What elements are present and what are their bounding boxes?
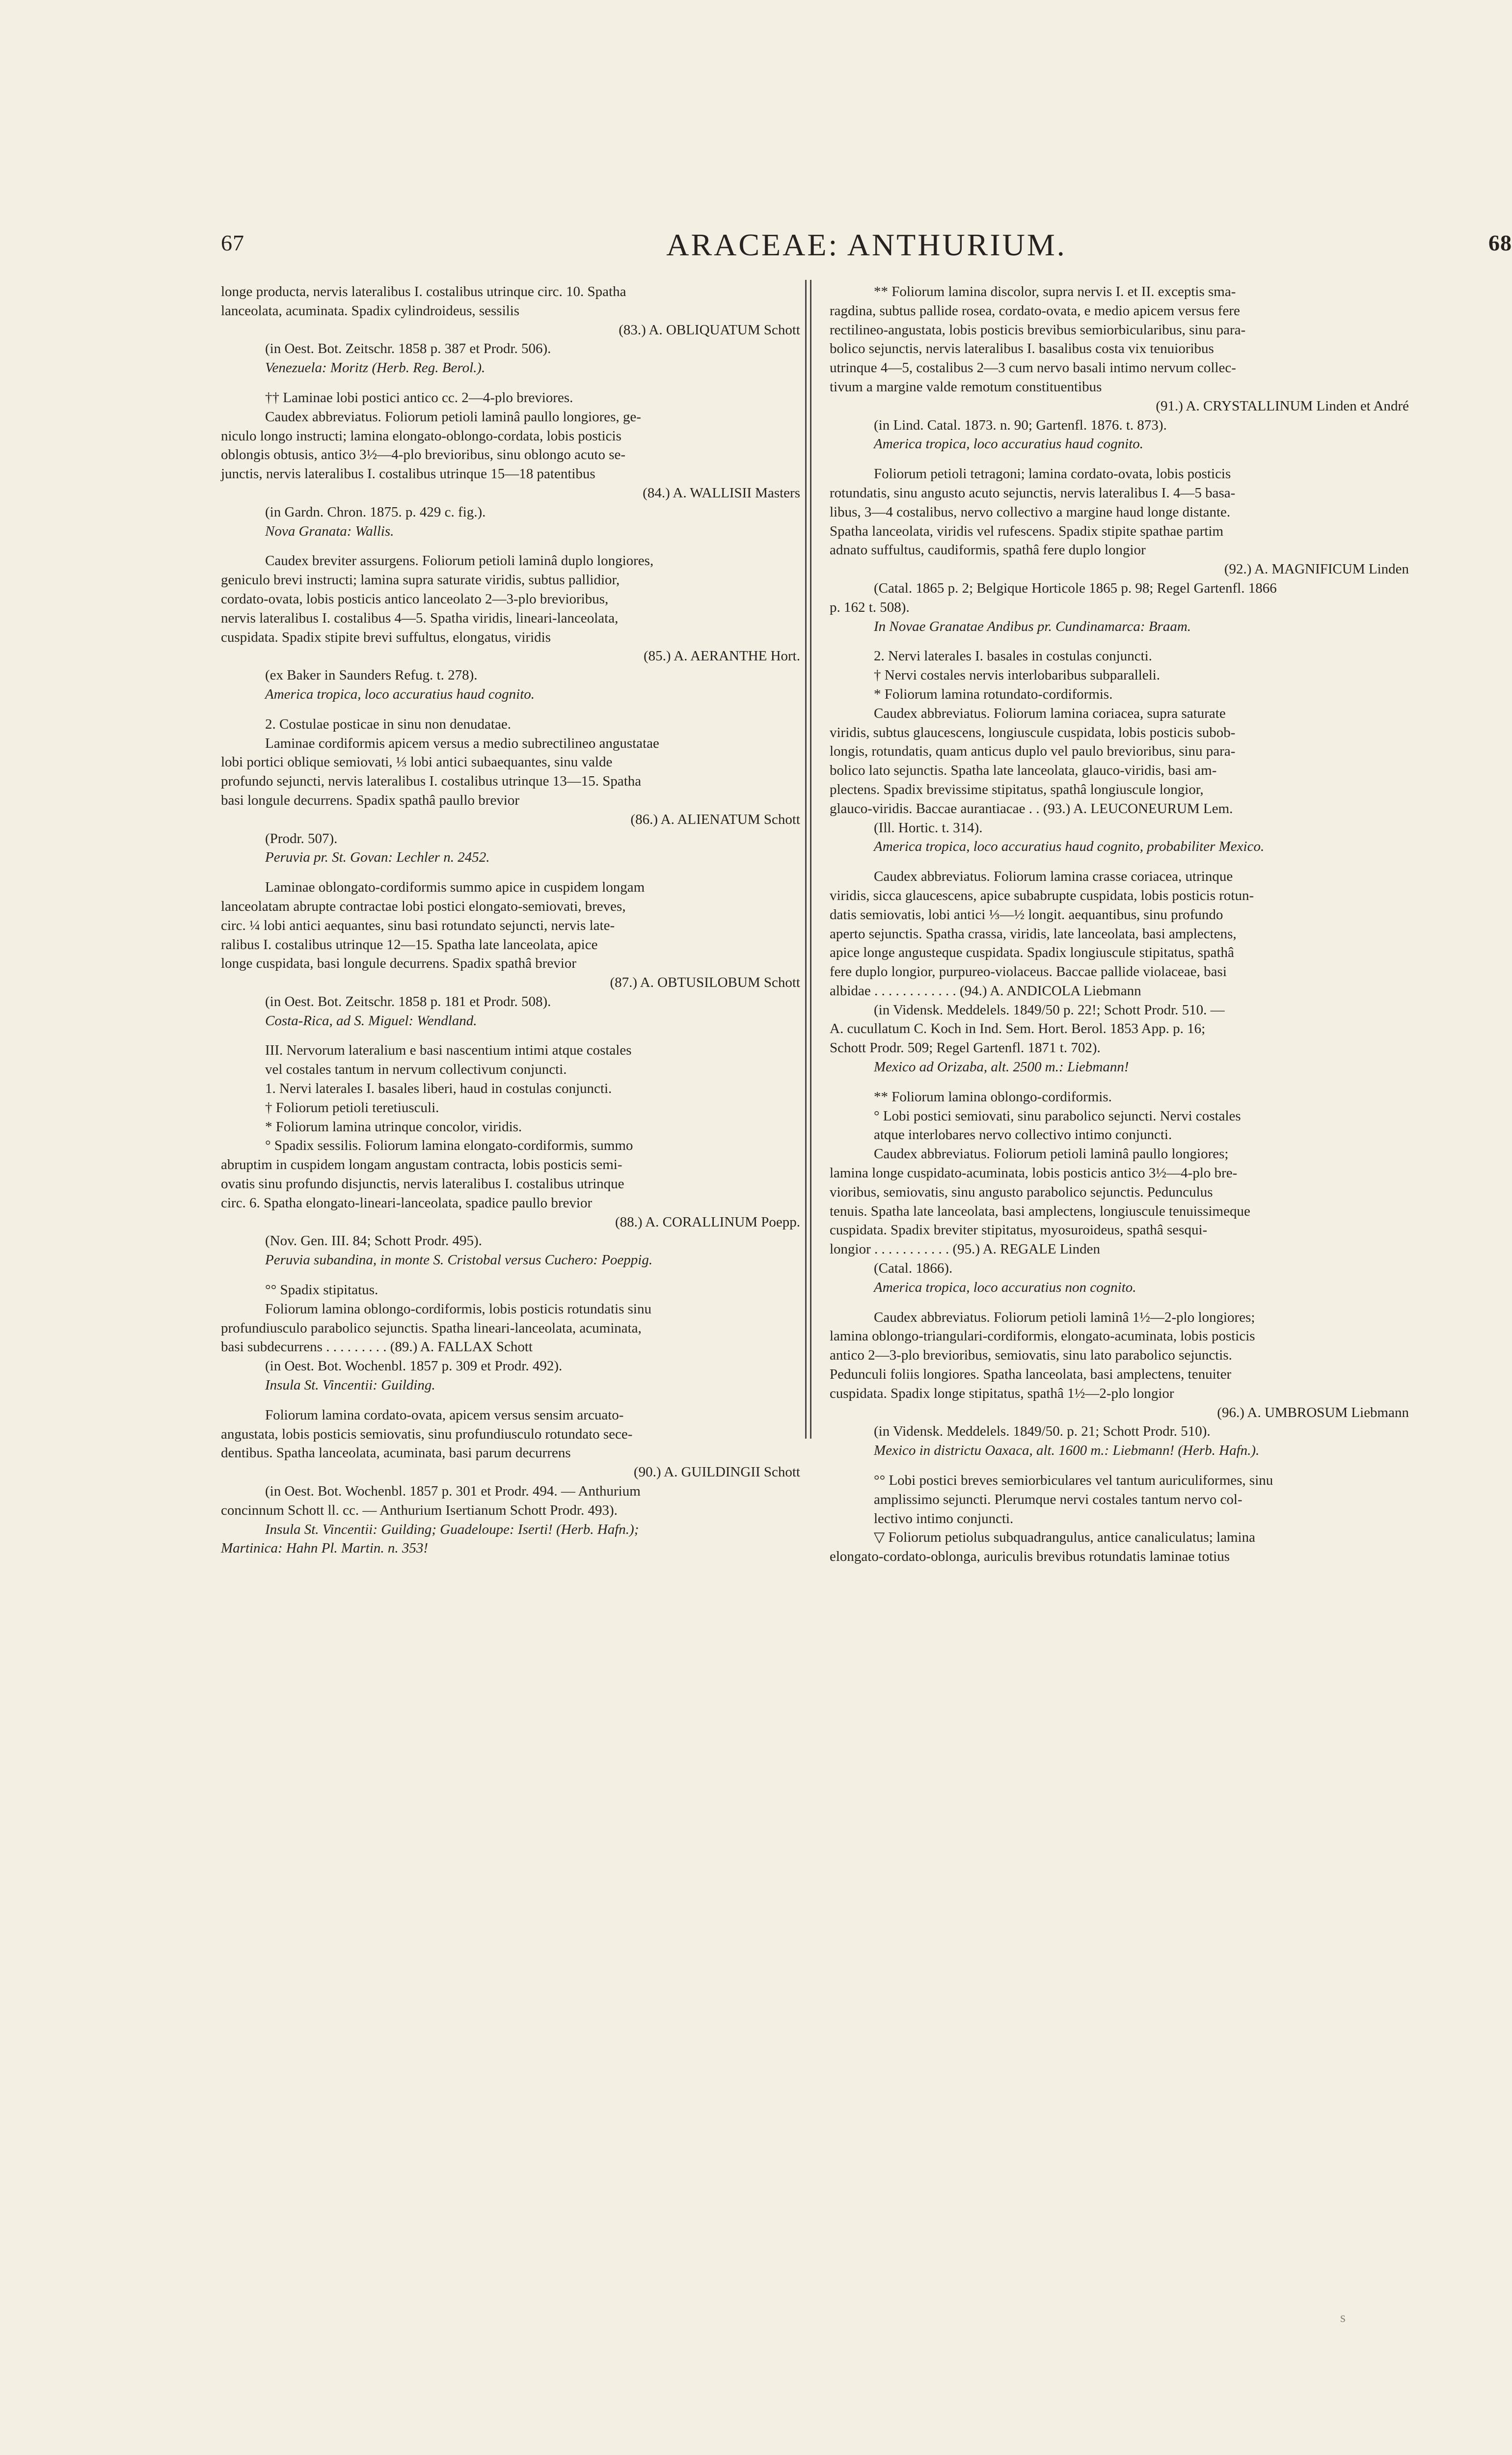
page-number-right: 68	[1488, 230, 1512, 255]
locality: Insula St. Vincentii: Guilding.	[265, 1377, 435, 1393]
key-line: * Foliorum lamina utrinque concolor, viridis.	[265, 1118, 522, 1135]
citation: (in Gardn. Chron. 1875. p. 429 c. fig.).	[265, 504, 486, 520]
species-heading: albidae . . . . . . . . . . . . (94.) A. ANDICOLA Liebmann	[830, 982, 1141, 999]
margin-mark: s	[1340, 2310, 1346, 2325]
column-divider	[810, 280, 811, 1439]
species-heading: (88.) A. CORALLINUM Poepp.	[615, 1214, 800, 1230]
left-column	[221, 282, 800, 1558]
species-heading: (86.) A. ALIENATUM Schott	[630, 811, 800, 827]
citation: (in Oest. Bot. Wochenbl. 1857 p. 309 et Prodr. 492).	[265, 1358, 563, 1374]
locality: America tropica, loco accuratius haud cognito, probabiliter Mexico.	[874, 839, 1265, 855]
text-line: rotundatis, sinu angusto acuto sejunctis, nervis lateralibus I. 4—5 basa-	[830, 485, 1236, 501]
species-heading: glauco-viridis. Baccae aurantiacae . . (93.) A. LEUCONEURUM Lem.	[830, 800, 1233, 817]
citation: (in Vidensk. Meddelels. 1849/50. p. 21; Schott Prodr. 510).	[874, 1423, 1211, 1440]
locality: America tropica, loco accuratius haud cognito.	[874, 436, 1144, 452]
text-line: ralibus I. costalibus utrinque 12—15. Spatha late lanceolata, apice	[221, 936, 598, 953]
key-line: ** Foliorum lamina oblongo-cordiformis.	[874, 1089, 1112, 1105]
citation: (ex Baker in Saunders Refug. t. 278).	[265, 667, 478, 683]
key-line: atque interlobares nervo collectivo intimo conjuncti.	[874, 1127, 1172, 1143]
citation: (in Lind. Catal. 1873. n. 90; Gartenfl. 1876. t. 873).	[874, 417, 1167, 433]
species-heading: (84.) A. WALLISII Masters	[643, 485, 800, 501]
citation: (Catal. 1865 p. 2; Belgique Horticole 1865 p. 98; Regel Gartenfl. 1866	[874, 580, 1277, 596]
text-line: plectens. Spadix brevissime stipitatus, spathâ longiuscule longior,	[830, 781, 1204, 797]
locality: Venezuela: Moritz (Herb. Reg. Berol.).	[265, 360, 486, 376]
text-line: utrinque 4—5, costalibus 2—3 cum nervo basali intimo nervum collec-	[830, 360, 1236, 376]
citation: (in Vidensk. Meddelels. 1849/50 p. 22!; Schott Prodr. 510. —	[874, 1002, 1225, 1018]
text-line: lanceolata, acuminata. Spadix cylindroideus, sessilis	[221, 302, 520, 319]
text-line: bolico sejunctis, nervis lateralibus I. basalibus costa vix tenuioribus	[830, 341, 1214, 357]
locality: Costa-Rica, ad S. Miguel: Wendland.	[265, 1012, 477, 1029]
text-line: Caudex abbreviatus. Foliorum petioli laminâ paullo longiores, ge-	[265, 409, 641, 425]
text-line: lamina longe cuspidato-acuminata, lobis posticis antico 3½—4-plo bre-	[830, 1165, 1238, 1181]
locality: Peruvia pr. St. Govan: Lechler n. 2452.	[265, 849, 490, 866]
text-line: ° Spadix sessilis. Foliorum lamina elongato-cordiformis, summo	[265, 1138, 633, 1154]
locality: America tropica, loco accuratius haud cognito.	[265, 686, 535, 702]
text-line: Caudex abbreviatus. Foliorum lamina coriacea, supra saturate	[874, 705, 1226, 721]
citation: (Catal. 1866).	[874, 1260, 953, 1277]
citation: (Nov. Gen. III. 84; Schott Prodr. 495).	[265, 1233, 482, 1249]
citation: (in Oest. Bot. Zeitschr. 1858 p. 181 et Prodr. 508).	[265, 993, 551, 1009]
text-line: angustata, lobis posticis semiovatis, sinu profundiusculo rotundato sece-	[221, 1426, 633, 1442]
key-line: lectivo intimo conjuncti.	[874, 1510, 1014, 1527]
text-line: ▽ Foliorum petiolus subquadrangulus, antice canaliculatus; lamina	[874, 1529, 1255, 1546]
right-column	[830, 282, 1409, 1566]
text-line: fere duplo longior, purpureo-violaceus. Baccae pallide violaceae, basi	[830, 964, 1227, 980]
text-line: ovatis sinu profundo disjunctis, nervis lateralibus I. costalibus utrinque	[221, 1176, 624, 1192]
text-line: Caudex abbreviatus. Foliorum lamina crasse coriacea, utrinque	[874, 869, 1233, 885]
locality: America tropica, loco accuratius non cognito.	[874, 1279, 1136, 1295]
text-line: cuspidata. Spadix breviter stipitatus, myosuroideus, spathâ sesqui-	[830, 1222, 1208, 1238]
key-line: vel costales tantum in nervum collectivum conjuncti.	[265, 1062, 567, 1078]
text-line: Caudex abbreviatus. Foliorum petioli laminâ paullo longiores;	[874, 1146, 1229, 1162]
key-line: 2. Costulae posticae in sinu non denudatae.	[265, 716, 511, 732]
key-line: °° Lobi postici breves semiorbiculares vel tantum auriculiformes, sinu	[874, 1473, 1273, 1489]
key-line: °° Spadix stipitatus.	[265, 1282, 378, 1298]
key-line: 2. Nervi laterales I. basales in costulas conjuncti.	[874, 648, 1152, 664]
text-line: Laminae oblongato-cordiformis summo apice in cuspidem longam	[265, 879, 645, 896]
text-line: basi longule decurrens. Spadix spathâ paullo brevior	[221, 792, 520, 808]
text-line: aperto sejunctis. Spatha crassa, viridis, late lanceolata, basi amplectens,	[830, 926, 1237, 942]
citation: concinnum Schott ll. cc. — Anthurium Isertianum Schott Prodr. 493).	[221, 1502, 618, 1518]
text-line: longe producta, nervis lateralibus I. costalibus utrinque circ. 10. Spatha	[221, 284, 626, 300]
text-line: bolico lato sejunctis. Spatha late lanceolata, glauco-viridis, basi am-	[830, 763, 1217, 779]
locality: Peruvia subandina, in monte S. Cristobal versus Cuchero: Poeppig.	[265, 1252, 653, 1268]
text-line: Foliorum petioli tetragoni; lamina cordato-ovata, lobis posticis	[874, 466, 1231, 482]
text-line: Caudex abbreviatus. Foliorum petioli laminâ 1½—2-plo longiores;	[874, 1309, 1255, 1325]
key-line: † Foliorum petioli teretiusculi.	[265, 1099, 439, 1116]
text-line: elongato-cordato-oblonga, auriculis brevibus rotundatis laminae totius	[830, 1549, 1230, 1565]
running-title: ARACEAE: ANTHURIUM.	[666, 227, 1067, 262]
text-line: lanceolatam abrupte contractae lobi postici elongato-semiovati, breves,	[221, 898, 626, 914]
text-line: viridis, sicca glaucescens, apice subabrupte cuspidata, lobis posticis rotun-	[830, 887, 1254, 903]
citation: (Prodr. 507).	[265, 830, 338, 846]
text-line: longis, rotundatis, quam anticus duplo vel paulo brevioribus, sinu para-	[830, 743, 1236, 760]
text-line: circ. 6. Spatha elongato-lineari-lanceolata, spadice paullo brevior	[221, 1195, 593, 1211]
locality: Insula St. Vincentii: Guilding; Guadeloupe: Iserti! (Herb. Hafn.);	[265, 1521, 639, 1537]
citation: A. cucullatum C. Koch in Ind. Sem. Hort. Berol. 1853 App. p. 16;	[830, 1021, 1206, 1037]
text-line: Spatha lanceolata, viridis vel rufescens. Spadix stipite spathae partim	[830, 523, 1224, 539]
species-heading: (91.) A. CRYSTALLINUM Linden et André	[1156, 398, 1409, 414]
citation: p. 162 t. 508).	[830, 599, 910, 615]
locality: Nova Granata: Wallis.	[265, 523, 394, 539]
text-line: circ. ¼ lobi antici aequantes, sinu basi rotundato sejuncti, nervis late-	[221, 917, 615, 933]
text-line: Foliorum lamina oblongo-cordiformis, lobis posticis rotundatis sinu	[265, 1301, 651, 1317]
key-line: ** Foliorum lamina discolor, supra nervis I. et II. exceptis sma-	[874, 284, 1236, 300]
page-number-left: 67	[221, 230, 244, 255]
locality: Martinica: Hahn Pl. Martin. n. 353!	[221, 1540, 429, 1556]
locality: In Novae Granatae Andibus pr. Cundinamarca: Braam.	[874, 618, 1191, 634]
text-line: abruptim in cuspidem longam angustam contracta, lobis posticis semi-	[221, 1157, 622, 1173]
text-line: adnato suffultus, caudiformis, spathâ fere duplo longior	[830, 542, 1146, 558]
text-line: libus, 3—4 costalibus, nervo collectivo a margine haud longe distante.	[830, 504, 1231, 520]
text-line: apice longe angusteque cuspidata. Spadix longiuscule stipitatus, spathâ	[830, 945, 1234, 961]
text-line: lamina oblongo-triangulari-cordiformis, elongato-acuminata, lobis posticis	[830, 1328, 1255, 1344]
locality: Mexico in districtu Oaxaca, alt. 1600 m.: Liebmann! (Herb. Hafn.).	[874, 1443, 1260, 1459]
key-line: ° Lobi postici semiovati, sinu parabolico sejuncti. Nervi costales	[874, 1108, 1241, 1124]
text-line: longe cuspidata, basi longule decurrens. Spadix spathâ brevior	[221, 955, 576, 972]
key-line: 1. Nervi laterales I. basales liberi, haud in costulas conjuncti.	[265, 1081, 612, 1097]
text-line: viridis, subtus glaucescens, longiuscule cuspidata, lobis posticis subob-	[830, 724, 1236, 740]
text-line: niculo longo instructi; lamina elongato-oblongo-cordata, lobis posticis	[221, 428, 621, 444]
text-line: Pedunculi foliis longiores. Spatha lanceolata, basi amplectens, tenuiter	[830, 1366, 1232, 1383]
text-line: cuspidata. Spadix longe stipitatus, spathâ 1½—2-plo longior	[830, 1385, 1174, 1401]
text-line: rectilineo-angustata, lobis posticis brevibus semiorbicularibus, sinu para-	[830, 322, 1246, 338]
text-line: geniculo brevi instructi; lamina supra saturate viridis, subtus pallidior,	[221, 572, 620, 588]
species-heading: (92.) A. MAGNIFICUM Linden	[1224, 561, 1409, 577]
key-line: III. Nervorum lateralium e basi nascentium intimi atque costales	[265, 1042, 632, 1059]
text-line: Caudex breviter assurgens. Foliorum petioli laminâ duplo longiores,	[265, 553, 654, 569]
species-heading: longior . . . . . . . . . . . (95.) A. REGALE Linden	[830, 1241, 1100, 1257]
species-heading: basi subdecurrens . . . . . . . . . (89.) A. FALLAX Schott	[221, 1339, 533, 1355]
citation: (in Oest. Bot. Wochenbl. 1857 p. 301 et Prodr. 494. — Anthurium	[265, 1483, 641, 1500]
text-line: lobi portici oblique semiovati, ⅓ lobi antici subaequantes, sinu valde	[221, 754, 613, 770]
text-line: cordato-ovata, lobis posticis antico lanceolato 2—3-plo brevioribus,	[221, 591, 609, 607]
text-line: tenuis. Spatha late lanceolata, basi amplectens, longiuscule tenuissimeque	[830, 1203, 1250, 1219]
text-line: datis semiovatis, lobi antici ⅓—½ longit. aequantibus, sinu profundo	[830, 906, 1223, 923]
text-line: ragdina, subtus pallide rosea, cordato-ovata, e medio apicem versus fere	[830, 302, 1240, 319]
locality: Mexico ad Orizaba, alt. 2500 m.: Liebmann!	[874, 1059, 1129, 1075]
text-line: oblongis obtusis, antico 3½—4-plo brevioribus, sinu oblongo acuto se-	[221, 447, 626, 463]
text-line: dentibus. Spatha lanceolata, acuminata, basi parum decurrens	[221, 1445, 571, 1461]
text-line: Laminae cordiformis apicem versus a medio subrectilineo angustatae	[265, 735, 659, 751]
species-heading: (96.) A. UMBROSUM Liebmann	[1217, 1404, 1409, 1420]
citation: (in Oest. Bot. Zeitschr. 1858 p. 387 et Prodr. 506).	[265, 341, 551, 357]
text-line: profundiusculo parabolico sejunctis. Spatha lineari-lanceolata, acuminata,	[221, 1320, 642, 1336]
species-heading: (87.) A. OBTUSILOBUM Schott	[610, 975, 800, 991]
species-heading: (90.) A. GUILDINGII Schott	[633, 1464, 800, 1480]
column-divider	[805, 280, 807, 1439]
key-line: * Foliorum lamina rotundato-cordiformis.	[874, 686, 1113, 702]
species-heading: (85.) A. AERANTHE Hort.	[644, 648, 800, 664]
key-line: †† Laminae lobi postici antico cc. 2—4-plo breviores.	[265, 389, 573, 406]
running-header	[221, 227, 1512, 274]
text-line: junctis, nervis lateralibus I. costalibus utrinque 15—18 patentibus	[221, 466, 595, 482]
text-line: cuspidata. Spadix stipite brevi suffultus, elongatus, viridis	[221, 629, 551, 645]
text-line: tivum a margine valde remotum constituentibus	[830, 379, 1102, 395]
text-line: antico 2—3-plo brevioribus, semiovatis, sinu lato parabolico sejunctis.	[830, 1347, 1232, 1364]
key-line: † Nervi costales nervis interlobaribus subparalleli.	[874, 667, 1161, 683]
citation: Schott Prodr. 509; Regel Gartenfl. 1871 t. 702).	[830, 1040, 1101, 1056]
text-line: nervis lateralibus I. costalibus 4—5. Spatha viridis, lineari-lanceolata,	[221, 610, 619, 626]
species-heading: (83.) A. OBLIQUATUM Schott	[619, 322, 800, 338]
text-line: profundo sejuncti, nervis lateralibus I. costalibus utrinque 13—15. Spatha	[221, 773, 642, 790]
citation: (Ill. Hortic. t. 314).	[874, 819, 983, 836]
key-line: amplissimo sejuncti. Plerumque nervi costales tantum nervo col-	[874, 1491, 1242, 1507]
text-line: vioribus, semiovatis, sinu angusto parabolico sejunctis. Pedunculus	[830, 1184, 1213, 1200]
text-line: Foliorum lamina cordato-ovata, apicem versus sensim arcuato-	[265, 1407, 624, 1423]
